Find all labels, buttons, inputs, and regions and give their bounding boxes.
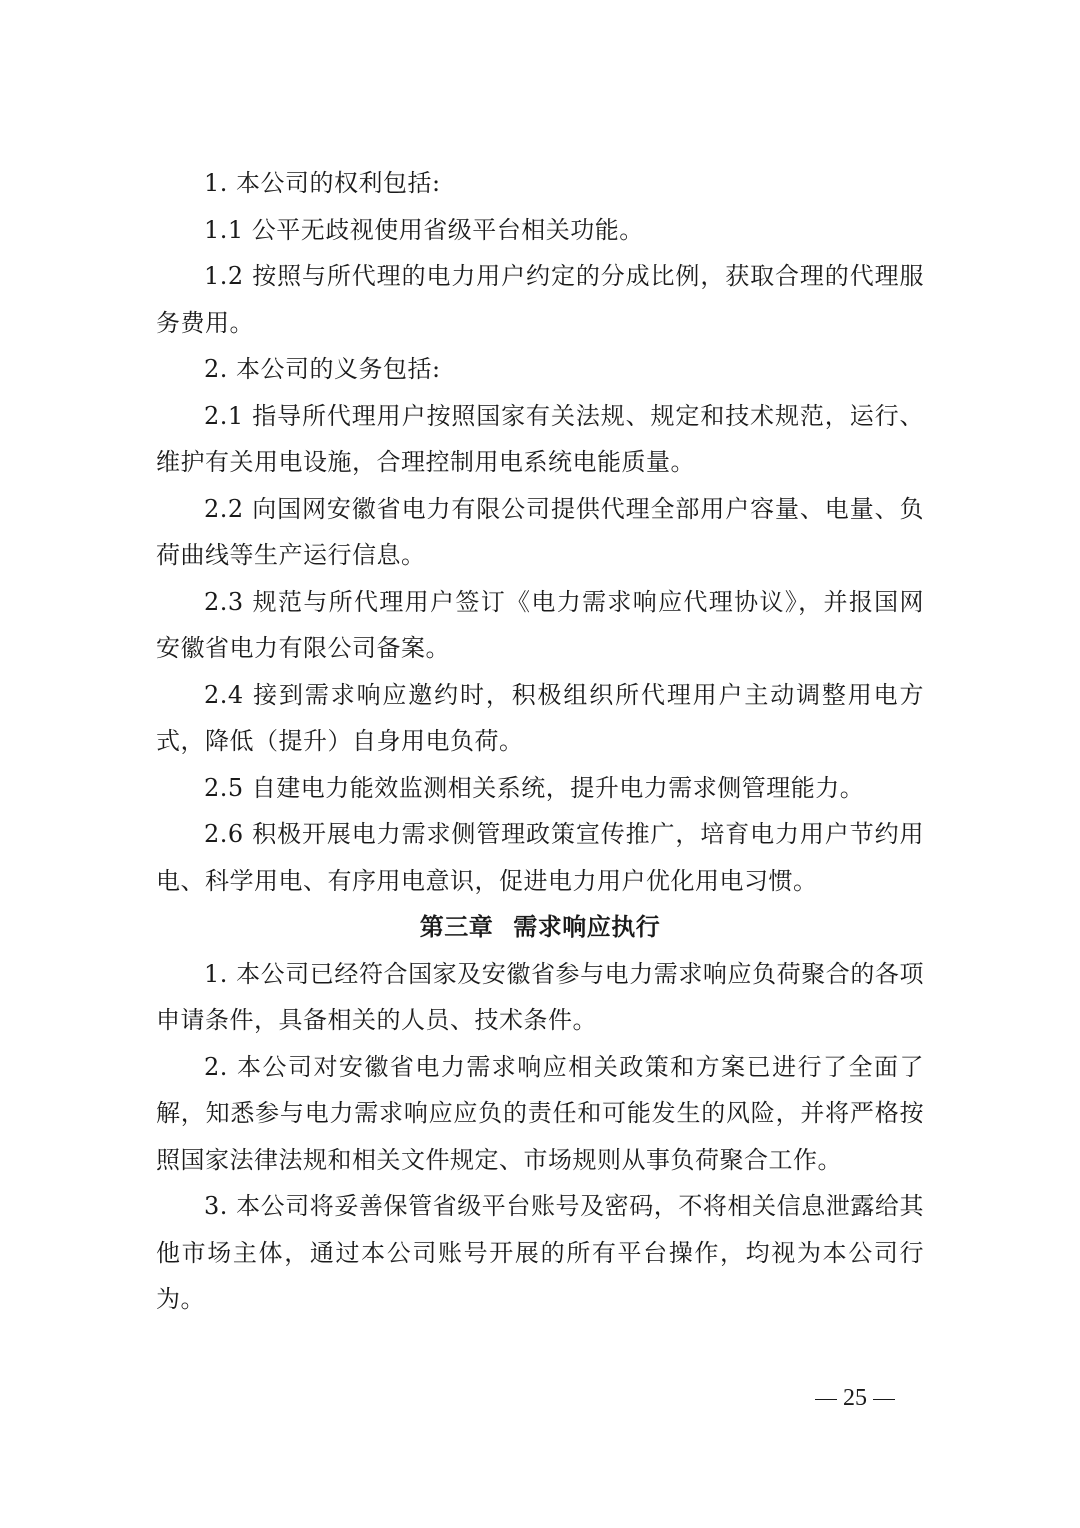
paragraph-obligations-2-5: 2.5 自建电力能效监测相关系统，提升电力需求侧管理能力。 xyxy=(204,773,865,802)
paragraph-obligations-2-3: 2.3 规范与所代理用户签订《电力需求响应代理协议》，并报国网安徽省电力有限公司备案。 xyxy=(156,587,924,662)
page-number-dash-left xyxy=(815,1399,837,1400)
paragraph-rights-1-2: 1.2 按照与所代理的电力用户约定的分成比例，获取合理的代理服务费用。 xyxy=(156,262,924,337)
paragraph-obligations-2-6: 2.6 积极开展电力需求侧管理政策宣传推广，培育电力用户节约用电、科学用电、有序用电意识，促进电力用户优化用电习惯。 xyxy=(156,820,924,895)
chapter-number: 第三章 xyxy=(419,913,494,941)
paragraph-execution-1: 1. 本公司已经符合国家及安徽省参与电力需求响应负荷聚合的各项申请条件，具备相关的人员、技术条件。 xyxy=(156,959,924,1034)
paragraph-obligations-heading: 2. 本公司的义务包括: xyxy=(204,355,441,383)
chapter-heading xyxy=(156,904,924,951)
paragraph-execution-2: 2. 本公司对安徽省电力需求响应相关政策和方案已进行了全面了解，知悉参与电力需求响应应负的责任和可能发生的风险，并将严格按照国家法律法规和相关文件规定、市场规则从事负荷聚合工作。 xyxy=(156,1052,924,1174)
chapter-title: 需求响应执行 xyxy=(513,913,661,941)
paragraph-execution-3: 3. 本公司将妥善保管省级平台账号及密码，不将相关信息泄露给其他市场主体，通过本公司账号开展的所有平台操作，均视为本公司行为。 xyxy=(156,1192,924,1313)
page-number: 25 xyxy=(843,1385,867,1411)
page-number-dash-right xyxy=(873,1399,895,1400)
paragraph-rights-1-1: 1.1 公平无歧视使用省级平台相关功能。 xyxy=(204,215,644,244)
paragraph-obligations-2-2: 2.2 向国网安徽省电力有限公司提供代理全部用户容量、电量、负荷曲线等生产运行信息。 xyxy=(156,494,924,569)
paragraph-obligations-2-4: 2.4 接到需求响应邀约时，积极组织所代理用户主动调整用电方式，降低（提升）自身用电负荷。 xyxy=(156,680,924,755)
document-body xyxy=(156,160,924,1323)
page-number-footer xyxy=(800,1378,910,1418)
paragraph-obligations-2-1: 2.1 指导所代理用户按照国家有关法规、规定和技术规范，运行、维护有关用电设施，合理控制用电系统电能质量。 xyxy=(156,401,924,476)
paragraph-rights-heading: 1. 本公司的权利包括: xyxy=(204,169,441,197)
